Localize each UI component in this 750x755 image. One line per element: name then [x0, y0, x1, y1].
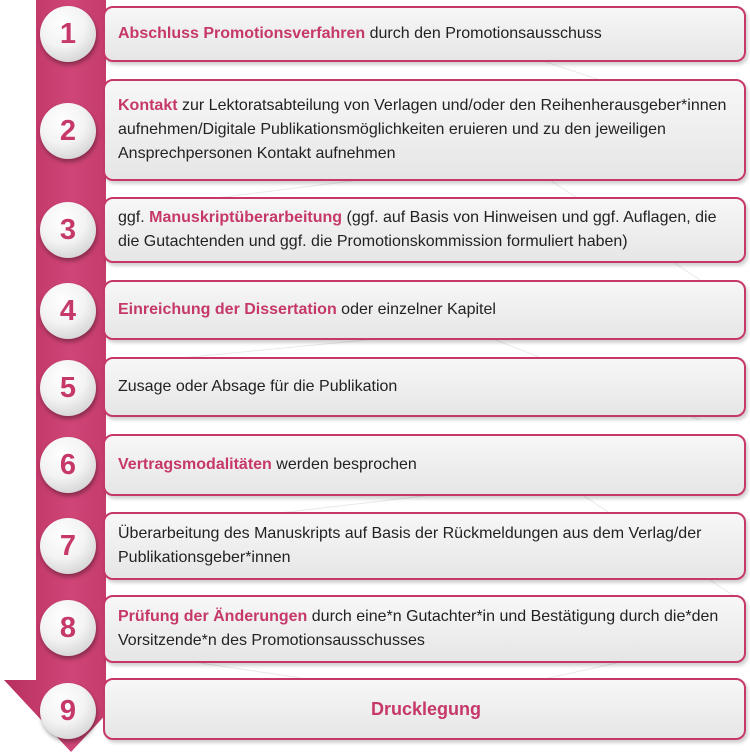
step-box-7	[103, 512, 746, 580]
step-box-3	[103, 197, 746, 263]
step-4-text: oder einzelner Kapitel	[336, 301, 496, 318]
step-2-number-badge: 2	[40, 103, 96, 159]
step-7-text: Überarbeitung des Manuskripts auf Basis der Rückmeldungen aus dem Verlag/der Publikationsgeber*innen	[118, 525, 702, 566]
step-3-text: (ggf. auf Basis von Hinweisen und ggf. Auflagen, die die Gutachtenden und ggf. die Promotionskommission formuliert haben)	[118, 209, 717, 250]
step-box-2	[103, 79, 746, 181]
step-1-highlight: Abschluss Promotionsverfahren	[118, 25, 366, 42]
step-2-highlight: Kontakt	[118, 97, 178, 114]
step-7-number-badge: 7	[40, 518, 96, 574]
step-box-5	[103, 357, 746, 417]
step-3-prefix: ggf.	[118, 209, 150, 226]
step-8-highlight: Prüfung der Änderungen	[118, 608, 308, 625]
step-4-number-badge: 4	[40, 283, 96, 339]
step-4-highlight: Einreichung der Dissertation	[118, 301, 337, 318]
step-box-1	[103, 6, 746, 62]
step-box-8	[103, 595, 746, 663]
step-8-text: durch eine*n Gutachter*in und Bestätigung durch die*den Vorsitzende*n des Promotionsausschusses	[118, 608, 719, 649]
step-2-text: zur Lektoratsabteilung von Verlagen und/oder den Reihenherausgeber*innen aufnehmen/Digitale Publikationsmöglichkeiten eruieren und zu den jeweiligen Ansprechpersonen Kontakt aufnehmen	[118, 97, 727, 162]
step-1-number-badge: 1	[40, 6, 96, 62]
step-6-text: werden besprochen	[271, 456, 417, 473]
step-3-highlight: Manuskriptüberarbeitung	[149, 209, 343, 226]
step-8-number-badge: 8	[40, 600, 96, 656]
step-1-text: durch den Promotionsausschuss	[365, 25, 602, 42]
step-box-6	[103, 434, 746, 496]
step-5-text: Zusage oder Absage für die Publikation	[118, 378, 398, 395]
step-6-number-badge: 6	[40, 437, 96, 493]
step-9-highlight: Drucklegung	[370, 699, 481, 719]
step-box-9	[103, 678, 746, 740]
step-box-4	[103, 280, 746, 340]
step-6-highlight: Vertragsmodalitäten	[118, 456, 272, 473]
step-5-number-badge: 5	[40, 360, 96, 416]
step-3-number-badge: 3	[40, 202, 96, 258]
step-9-number-badge: 9	[40, 683, 96, 739]
